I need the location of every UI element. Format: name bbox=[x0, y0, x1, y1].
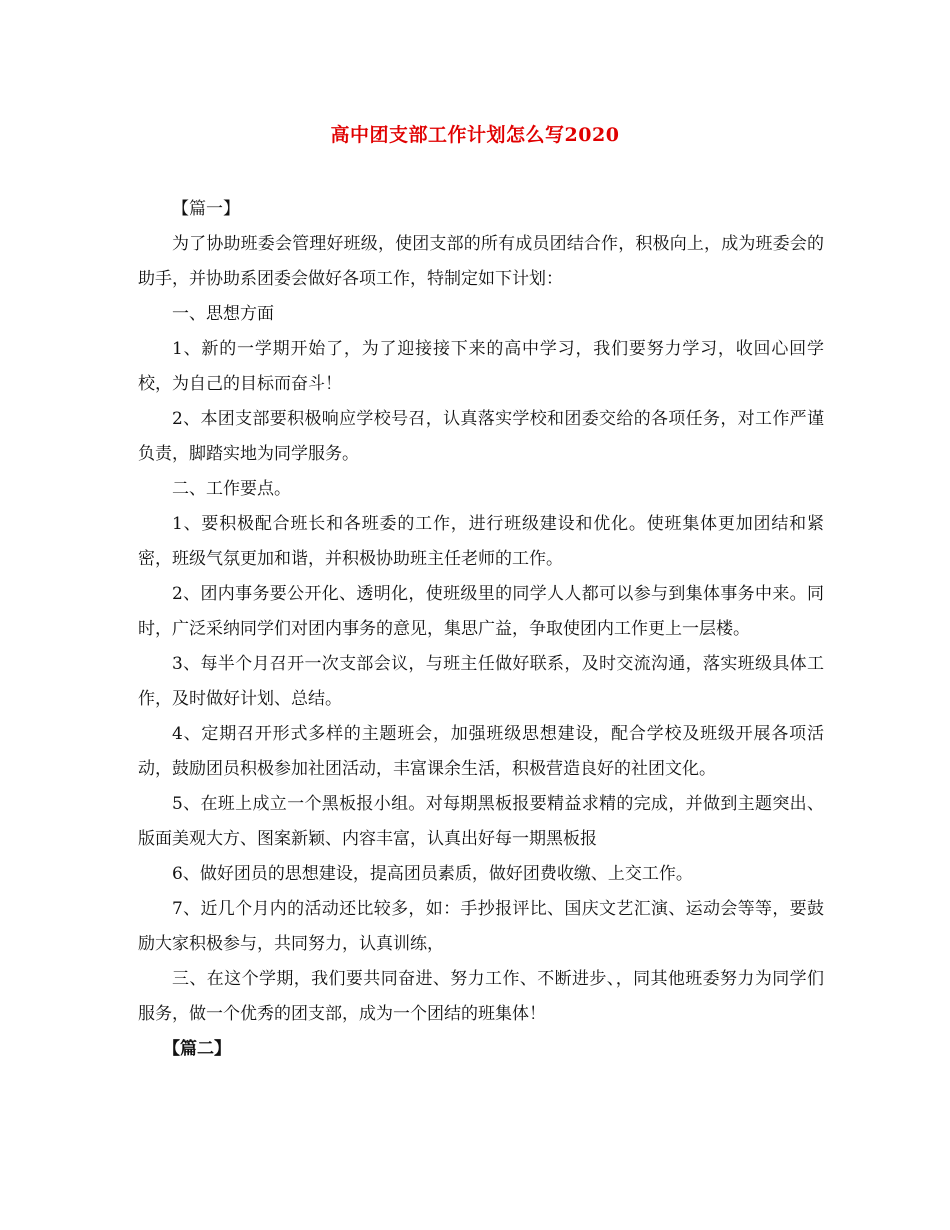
section-heading-1: 【篇一】 bbox=[172, 199, 240, 219]
paragraph: 5、在班上成立一个黑板报小组。对每期黑板报要精益求精的完成，并做到主题突出、版面美观大方、图案新颖、内容丰富，认真出好每一期黑板报 bbox=[138, 794, 824, 849]
paragraph: 为了协助班委会管理好班级，使团支部的所有成员团结合作，积极向上，成为班委会的助手，并协助系团委会做好各项工作，特制定如下计划： bbox=[138, 234, 824, 289]
paragraph: 7、近几个月内的活动还比较多，如：手抄报评比、国庆文艺汇演、运动会等等，要鼓励大家积极参与，共同努力，认真训练， bbox=[138, 899, 824, 954]
paragraph: 2、本团支部要积极响应学校号召，认真落实学校和团委交给的各项任务，对工作严谨负责，脚踏实地为同学服务。 bbox=[138, 409, 824, 464]
paragraph: 1、要积极配合班长和各班委的工作，进行班级建设和优化。使班集体更加团结和紧密，班级气氛更加和谐，并积极协助班主任老师的工作。 bbox=[138, 514, 824, 569]
section-heading-2: 【篇二】 bbox=[163, 1039, 231, 1059]
paragraph: 2、团内事务要公开化、透明化，使班级里的同学人人都可以参与到集体事务中来。同时，广泛采纳同学们对团内事务的意见，集思广益，争取使团内工作更上一层楼。 bbox=[138, 584, 824, 639]
paragraph: 三、在这个学期，我们要共同奋进、努力工作、不断进步、，同其他班委努力为同学们服务，做一个优秀的团支部，成为一个团结的班集体！ bbox=[138, 969, 824, 1024]
paragraph: 6、做好团员的思想建设，提高团员素质，做好团费收缴、上交工作。 bbox=[172, 864, 693, 884]
paragraph: 二、工作要点。 bbox=[172, 479, 291, 499]
paragraph: 4、定期召开形式多样的主题班会，加强班级思想建设，配合学校及班级开展各项活动，鼓励团员积极参加社团活动，丰富课余生活，积极营造良好的社团文化。 bbox=[138, 724, 824, 779]
document-title: 高中团支部工作计划怎么写2020 bbox=[330, 124, 620, 146]
document-body bbox=[138, 192, 824, 1067]
paragraph: 3、每半个月召开一次支部会议，与班主任做好联系，及时交流沟通，落实班级具体工作，及时做好计划、总结。 bbox=[138, 654, 824, 709]
paragraph: 1、新的一学期开始了，为了迎接接下来的高中学习，我们要努力学习，收回心回学校，为自己的目标而奋斗！ bbox=[138, 339, 824, 394]
paragraph: 一、思想方面 bbox=[172, 304, 274, 324]
